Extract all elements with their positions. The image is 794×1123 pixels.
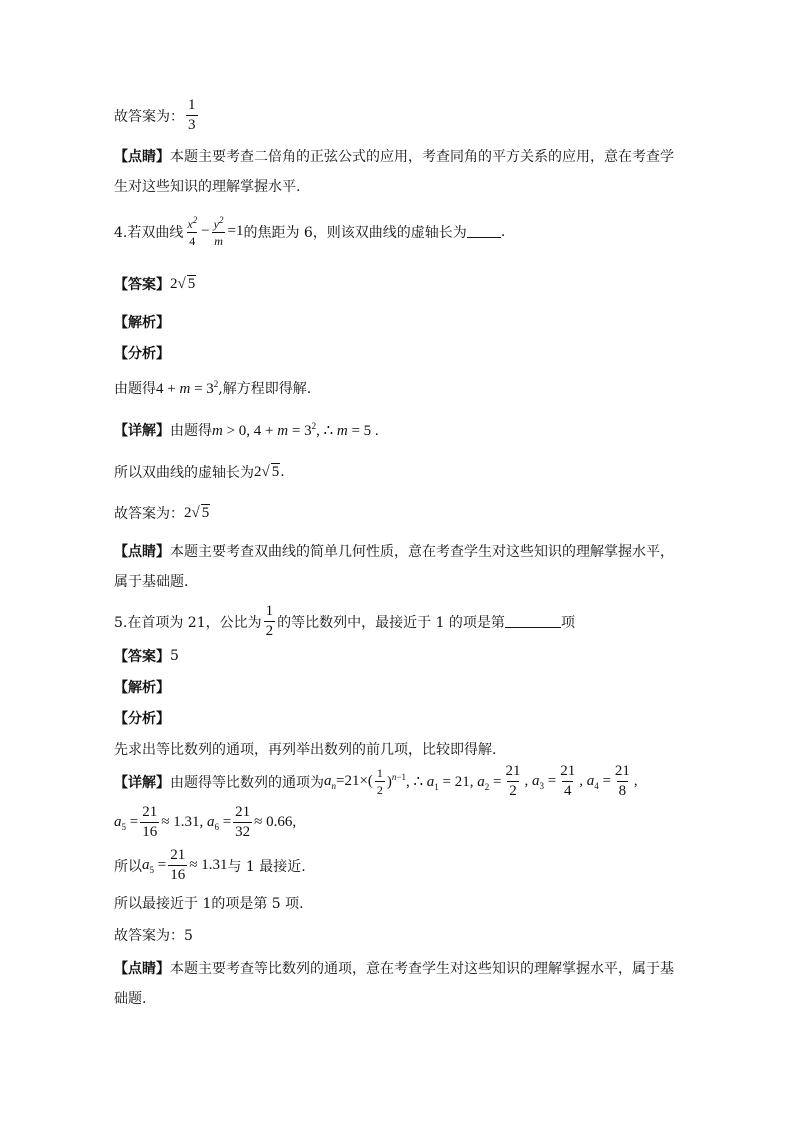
q4-stem-post: 的焦距为 6，则该双曲线的虚轴长为 [243,224,467,241]
q5-detail-line1: 【详解】 由题得等比数列的通项为 $a_n=21\times$( $\frac{1}{2}$ )$^{n-1}$, ∴ $a_1 = 21$, $a_2$ = $\frac{21}{2}$ , $a_3$ = $\frac{21}{4}$ , $a_4$ = $\frac{21}{8}$ , [114,763,638,799]
q4-note-line2: 属于基础题. [114,574,189,590]
prev-note-line1 [114,146,674,166]
answer-fraction: $\frac{1}{3}$ [188,97,196,133]
q4-answer: 【答案】 2 √ 5 [114,275,196,293]
ratio-fraction: $\frac{1}{2}$ [265,603,274,639]
detail-tag: 【详解】 [114,423,170,439]
answer-blank [505,615,561,628]
q4-final: 故答案为： 2 √ 5 [114,504,210,522]
answer-blank [467,225,501,238]
q5-final: 故答案为：5 [114,928,193,944]
q5-detail-line2: $a_5$ = $\frac{21}{16}$ ≈ 1.31, $a_6$ = $\frac{21}{32}$ ≈ 0.66, [114,804,297,840]
q4-conclusion: 所以双曲线的虚轴长为 2 √ 5 . [114,463,285,481]
q4-detail: 【详解】 由题得 m > 0, $4 + m = 3^2$, ∴ m = 5 . [114,420,379,439]
note-text: 生对这些知识的理解掌握水平. [114,179,301,195]
q5-fenxi: 【分析】 [114,711,170,727]
hyperbola-y-term: $\frac{y^2}{m}$ [213,215,224,248]
q5-analysis: 先求出等比数列的通项，再列举出数列的前几项，比较即得解. [114,742,497,758]
q4-note-line1: 【点睛】 本题主要考查双曲线的简单几何性质，意在考查学生对这些知识的理解掌握水平， [114,541,674,561]
q5-conclusion2: 所以最接近于 1的项是第 5 项. [114,896,304,912]
answer-prefix: 故答案为： [114,108,184,125]
prev-answer-line [114,98,200,133]
q5-answer: 【答案】 5 [114,648,179,665]
q4-stem-pre: 4.若双曲线 [114,224,184,241]
note-text: 本题主要考查二倍角的正弦公式的应用，考查同角的平方关系的应用，意在考查学 [170,149,674,165]
q5-note-line1: 【点睛】 本题主要考查等比数列的通项，意在考查学生对这些知识的理解掌握水平，属于基 [114,961,674,977]
q4-stem: 4.若双曲线 $\frac{x^2}{4}$ − $\frac{y^2}{m}$ =1 的焦距为 6，则该双曲线的虚轴长为 . [114,215,506,248]
q4-analysis: 由题得 $4 + m = 3^2$ ,解方程即得解. [114,378,312,397]
prev-note-line2 [114,176,300,196]
note-tag: 【点睛】 [114,149,170,165]
note-tag: 【点睛】 [114,544,170,560]
q5-stem: 5.在首项为 21，公比为 $\frac{1}{2}$ 的等比数列中，最接近于 1 的项是第 项 [114,603,575,639]
q5-conclusion1: 所以 $a_5$ = $\frac{21}{16}$ ≈ 1.31 与 1 最接近. [114,847,306,883]
answer-tag: 【答案】 [114,277,170,293]
hyperbola-x-term: $\frac{x^2}{4}$ [187,215,198,248]
q4-jiexi: 【解析】 [114,315,170,331]
q4-fenxi: 【分析】 [114,346,170,362]
q5-note-line2: 础题. [114,991,147,1007]
q5-jiexi: 【解析】 [114,680,170,696]
